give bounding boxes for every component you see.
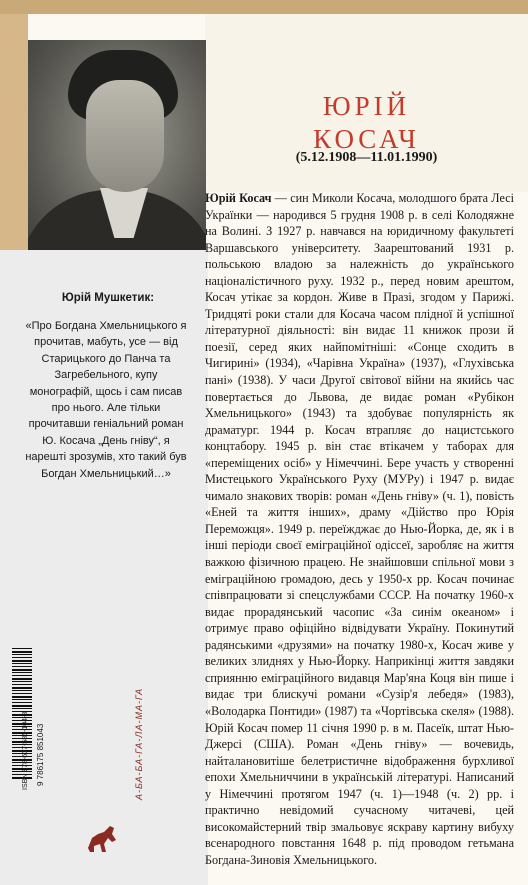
quote-author: Юрій Мушкетик: [61, 292, 155, 304]
bio-name: Юрій Косач [205, 191, 272, 205]
bio-body: — син Миколи Косача, молодшого брата Лесі Українки — народився 5 грудня 1908 р. в селі Колодяжне на Волині. З 1927 р. навчався на юридичному факультеті Варшавського університету. Заарештований 1931 р. польською владою за належність до українського націоналістичного руху. 1932 р., перед новим арештом, Косач утікає за кордон. Живе в Празі, згодом у Парижі. Тридцяті роки стали для Косача часом плідної й успішної літературної діяльності: він видає 11 книжок прози й поезії, серед яких найпомітніші: «Сонце сходить в Чигирині» (1934), «Чарівна Україна» (1937), «Глухівська пані» (1938). У часи Другої світової війни на якийсь час повертається до Львова, де видає роман «Рубікон Хмельницького» (1943) та здобуває популярність як драматург. 1944 р. Косач втрапляє до нацистського концтабору. 1945 р. він стає втікачем у таборах для «переміщених осіб» у Німеччині. Бере участь у створенні Мистецького Українського Руху (МУРу) і 1947 р. видає чимало знакових творів: роман «День гніву» (ч. 1), повість «Еней та життя інших», драму «Дійство про Юрія Переможця». 1949 р. переїжджає до Нью-Йорка, де, як і в інші періоди своєї еміграційної одіссеї, заробляє на життя важкою фізичною працею. Не знайшовши спільної мови з еміграційною громадою, десь у 1950-х рр. Косач починає співпрацювати зі спецслужбами СССР. На початку 1960-х видає прорадянський часопис «За синім океаном» і отримує право офіційно відвідувати Україну. Покинутий радянськими «друзями» на початку 1980-х, Косач живе у великих злиднях у Нью-Йорку. Наприкінці життя завдяки сприянню еміграційного видавця Мар'яна Коця він пише і видає три блискучі романи «Сузір'я лебедя» (1983), «Володарка Понтиди» (1987) та «Чортівська скеля» (1988). Юрій Косач помер 11 січня 1990 р. в м. Пасеїк, штат Нью-Джерсі (США). Роман «День гніву» — вочевидь, найталановитіше белетристичне відображення бурхливої епохи Хмельниччини в українській літературі. Написаний у Німеччині протягом 1947 (ч. 1)—1948 (ч. 2) рр. і практично невідомий сучасному читачеві, цей високомайстерний твір змальовує яскраву картину вибуху всенародного повстання 1648 р. під проводом гетьмана Богдана-Зиновія Хмельницького. [205, 191, 514, 867]
left-gold-block [0, 14, 28, 250]
life-dates: (5.12.1908—11.01.1990) [295, 150, 438, 165]
author-portrait-photo [28, 40, 206, 252]
quote-text: «Про Богдана Хмельницького я прочитав, мабуть, усе — від Старицького до Панча та Загребельного, купу монографій, щось і сам писав про нього. Але тільки прочитавши геніальний роман Ю. Косача „День гніву“, я нарешті зрозумів, хто такий був Богдан Хмельницький…» [25, 320, 187, 480]
top-gold-band [0, 0, 528, 14]
biography-text [205, 190, 514, 868]
isbn-label: ISBN 978-617-585-104-3 [22, 711, 29, 790]
publisher-name: А-БА-БА-ГА-ЛА-МА-ГА [134, 687, 144, 800]
book-author-title [205, 90, 528, 156]
title-line-1: ЮРІЙ [322, 91, 411, 121]
barcode-number: 9 786175 851043 [36, 723, 45, 786]
title-line-2: КОСАЧ [313, 124, 420, 154]
publisher-lion-logo-icon [82, 818, 122, 858]
